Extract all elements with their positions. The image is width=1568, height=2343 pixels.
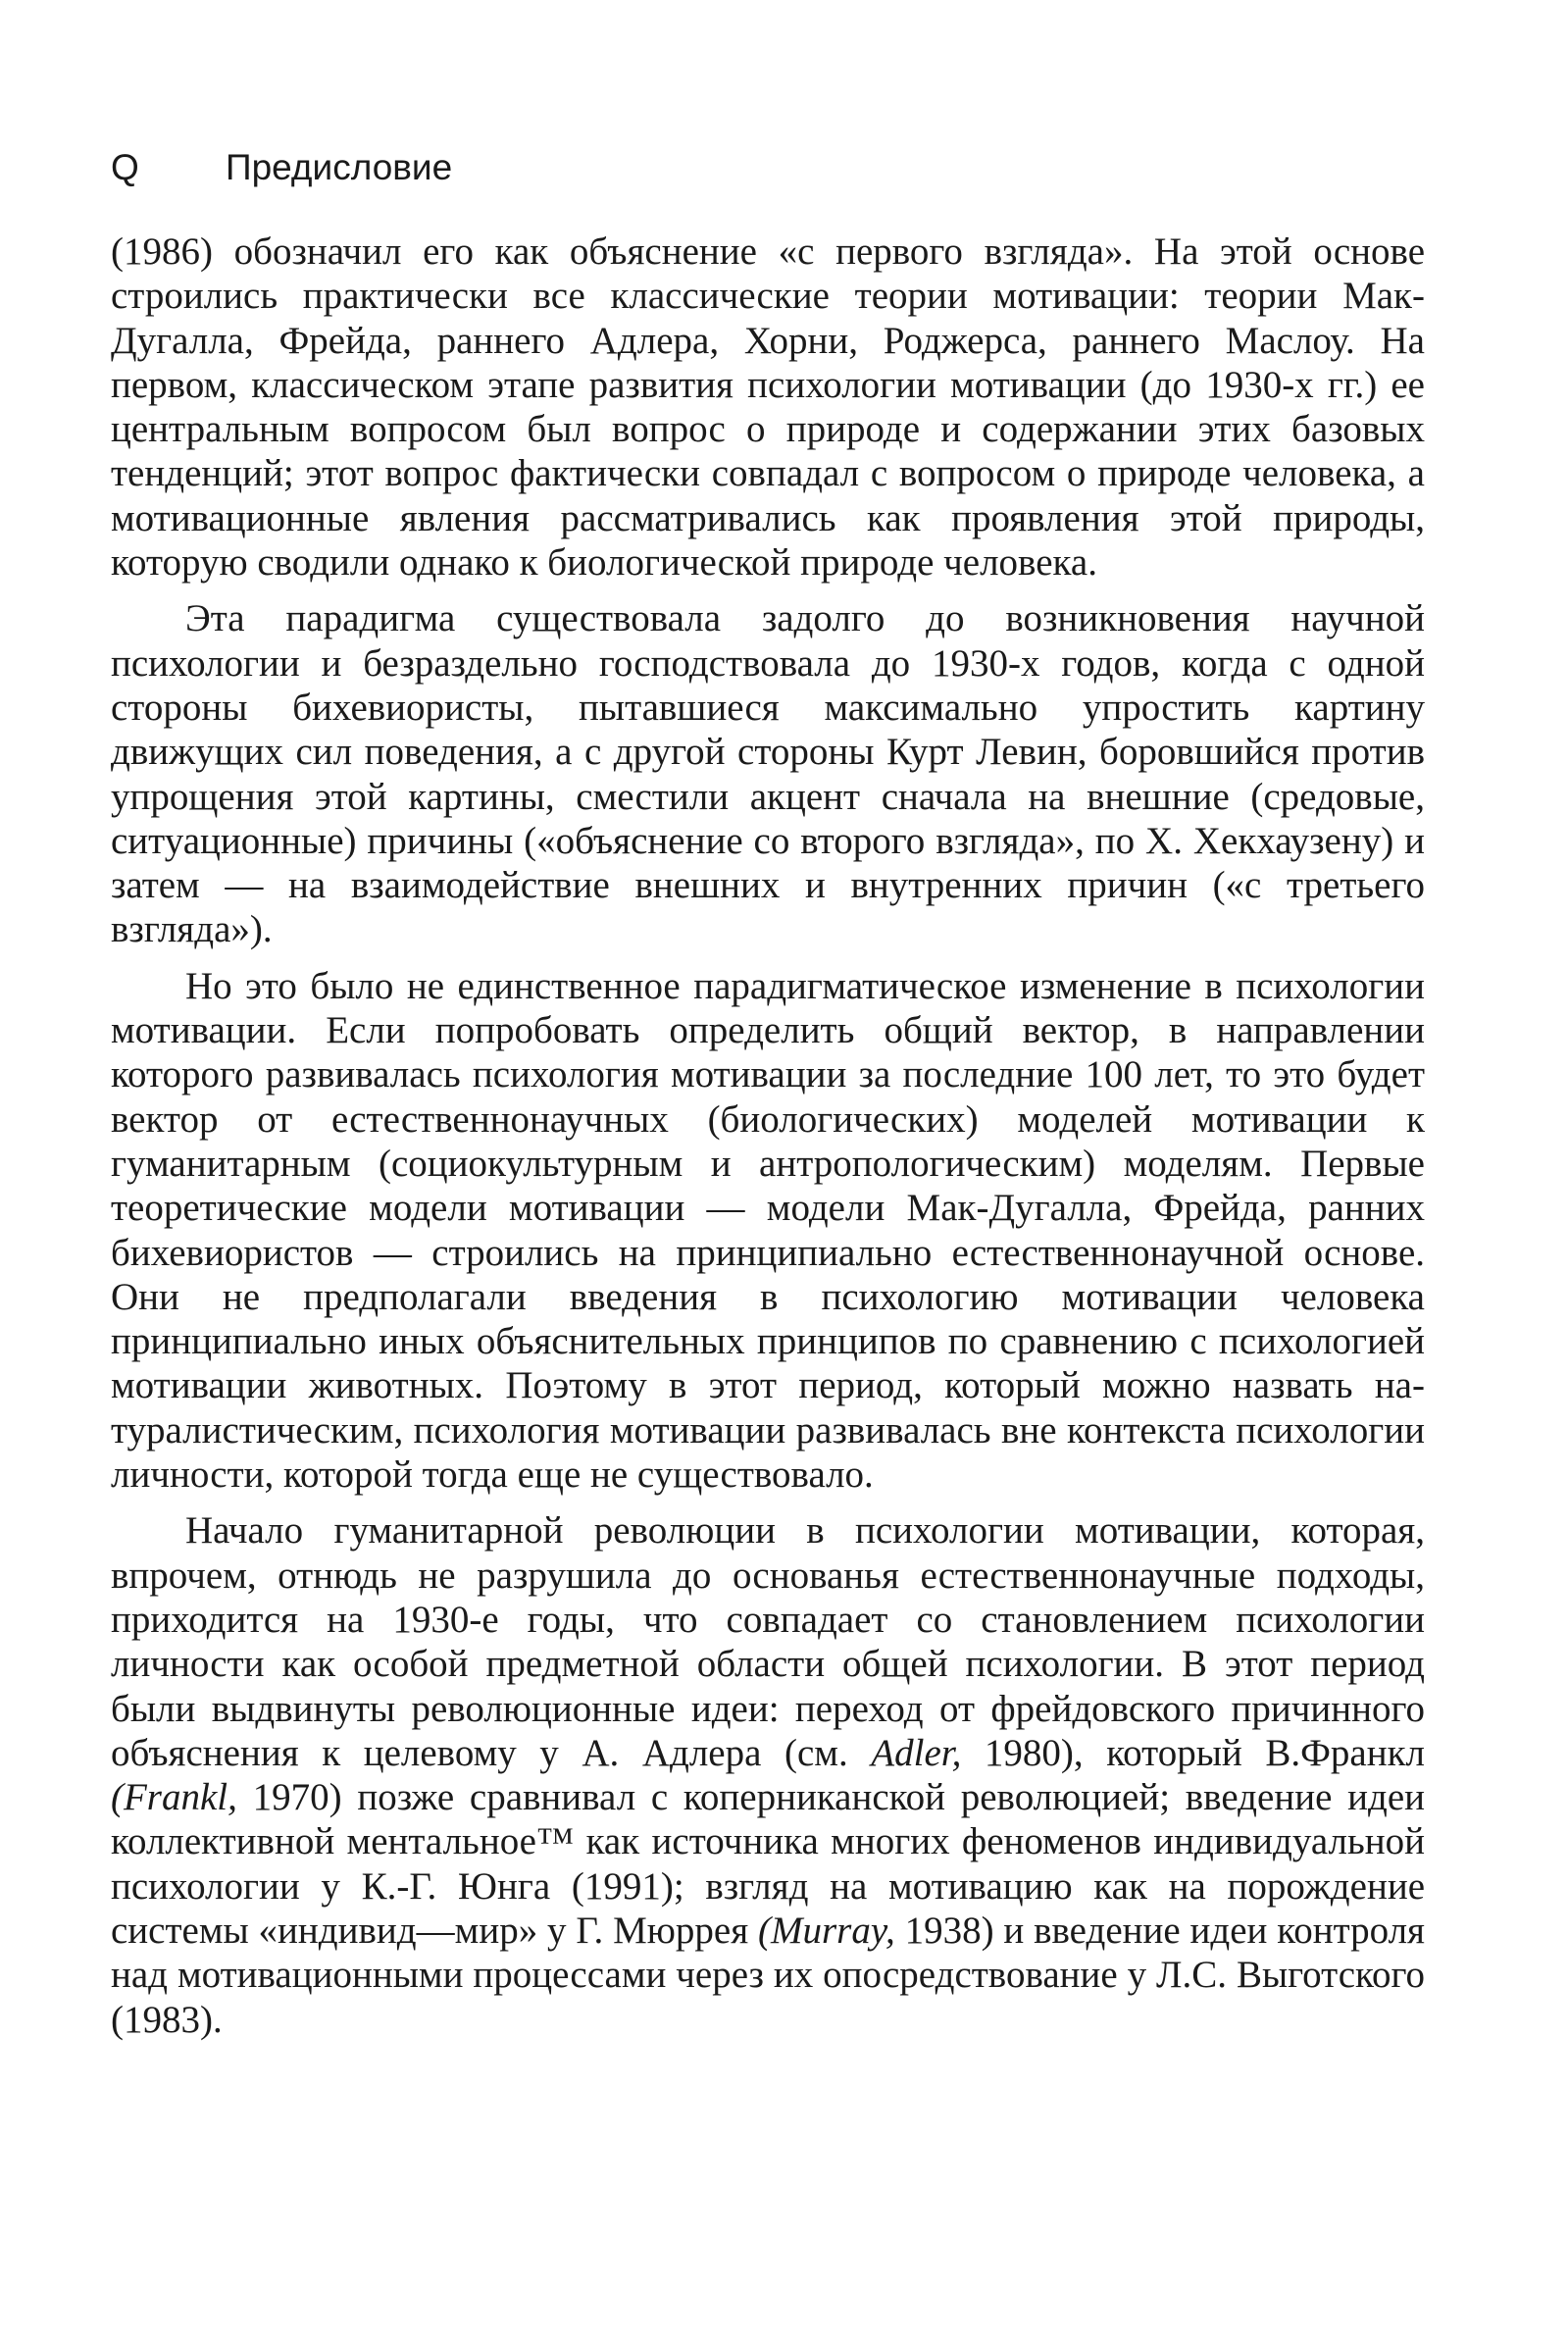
paragraph-3-text: Но это было не единственное парадигматическое изменение в психологии мотивации. Если попробовать определить общий вектор, в направлении которого развивалась психология мотивации за последние 100 лет, то это будет вектор от естественнонаучных (биологических) моделей мотивации к гуманитарным (социокультурным и антропологическим) моделям. Первые теоретические модели мотивации — модели Мак-Дугалла, Фрейда, ранних бихевиористов — строились на принципиально естественнонаучной основе. Они не предполагали введения в психологию мотивации человека принципиально иных объяснительных принципов по сравнению с психологией мотивации животных. Поэтому в этот период, который можно назвать натуралистическим, психология мотивации развивалась вне контекста психологии личности, которой тогда еще не существовало.: [111, 964, 1425, 1497]
running-head: [111, 147, 1425, 188]
paragraph-4-text-4: 1938) и введение идеи контроля над мотивационными процессами через их опосредствование у Л.С. Выготского (1983).: [111, 1909, 1425, 2041]
citation-adler: Adler,: [871, 1731, 962, 1774]
paragraph-4: [111, 1508, 1425, 2042]
page-folio: Q: [111, 147, 139, 187]
chapter-title: Предисловие: [226, 147, 453, 187]
paragraph-2-text: Эта парадигма существовала задолго до возникновения научной психологии и безраздельно господствовала до 1930-х годов, когда с одной стороны бихевиористы, пытавшиеся максимально упростить картину движущих сил поведения, а с другой стороны Курт Левин, боровшийся против упрощения этой картины, сместили акцент сначала на внешние (средовые, ситуационные) причины («объяснение со второго взгляда», по X. Хекхаузену) и затем — на взаимодействие внешних и внутренних причин («с третьего взгляда»).: [111, 597, 1425, 951]
body-text: [111, 229, 1425, 2042]
citation-murray: (Murray,: [757, 1909, 895, 1952]
paragraph-4-text-1: Начало гуманитарной революции в психологии мотивации, которая, впрочем, отнюдь не разрушила до основанья естественнонаучные подходы, приходится на 1930-е годы, что совпадает со становлением психологии личности как особой предметной области общей психологии. В этот период были выдвинуты революционные идеи: переход от фрейдовского причинного объяснения к целевому у А. Адлера (см.: [111, 1509, 1425, 1774]
citation-frankl: (Frankl,: [111, 1776, 237, 1819]
paragraph-4-text-3: 1970) позже сравнивал с коперниканской революцией; введение идеи коллективной ментальное™ как источника многих феноменов индивидуальной психологии у К.-Г. Юнга (1991); взгляд на мотивацию как на порождение системы «индивид—мир» у Г. Мюррея: [111, 1776, 1425, 1952]
book-page: [111, 147, 1425, 2054]
paragraph-2: [111, 596, 1425, 951]
paragraph-4-text-2: 1980), который В.Франкл: [961, 1731, 1425, 1774]
paragraph-3: [111, 964, 1425, 1498]
paragraph-1-text: (1986) обозначил его как объяснение «с первого взгляда». На этой основе строились практически все классические теории мотивации: теории Мак-Дугалла, Фрейда, раннего Адлера, Хорни, Роджерса, раннего Маслоу. На первом, классическом этапе развития психологии мотивации (до 1930-х гг.) ее центральным вопросом был вопрос о природе и содержании этих базовых тенденций; этот вопрос фактически совпадал с вопросом о природе человека, а мотивационные явления рассматривались как проявления этой природы, которую сводили однако к биологической природе человека.: [111, 230, 1425, 585]
paragraph-1: [111, 229, 1425, 585]
